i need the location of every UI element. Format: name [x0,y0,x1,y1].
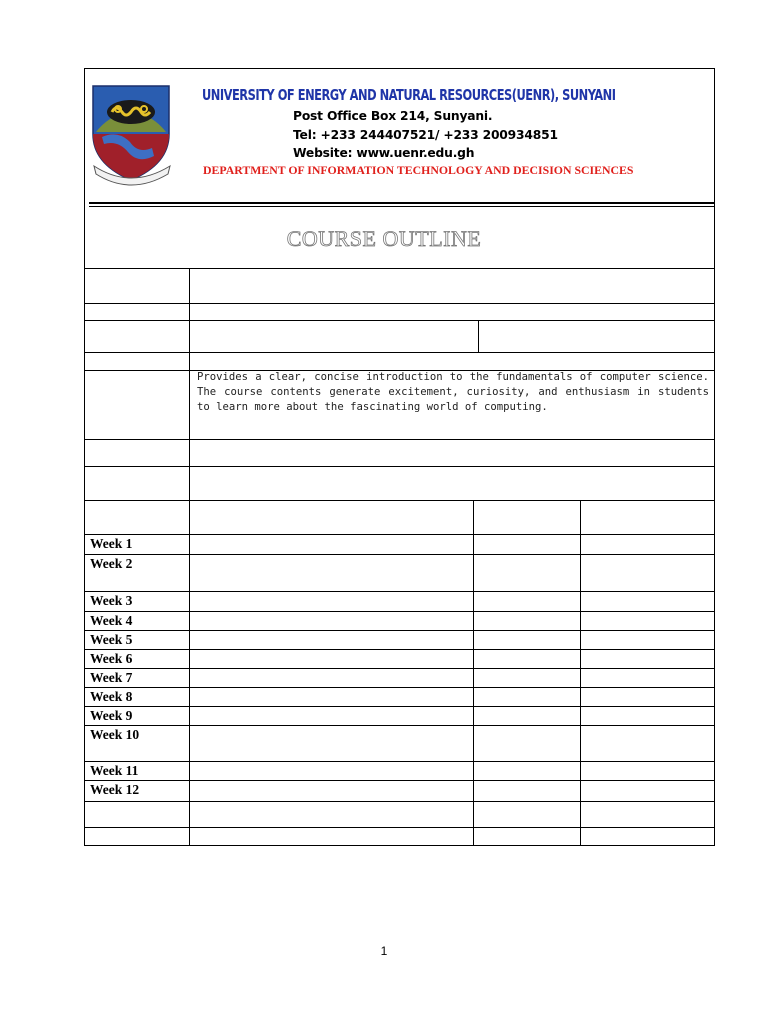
department-name: DEPARTMENT OF INFORMATION TECHNOLOGY AND DECISION SCIENCES [203,163,634,177]
week-label: Week 9 [90,708,133,723]
week-label: Week 3 [90,593,133,608]
row-border [84,303,715,304]
row-border [84,534,715,535]
university-name: UNIVERSITY OF ENERGY AND NATURAL RESOURCES(UENR), SUNYANI [202,86,616,104]
week-label: Week 4 [90,613,133,628]
column-border [478,320,479,352]
column-border [473,500,474,846]
page-title: COURSE OUTLINE [286,226,482,251]
row-border [84,725,715,726]
page-number: 1 [380,944,388,958]
week-label: Week 10 [90,727,140,742]
row-border [84,687,715,688]
row-border [84,801,715,802]
row-border [84,268,715,269]
row-border [84,668,715,669]
week-label: Week 6 [90,651,133,666]
course-description: Provides a clear, concise introduction to the fundamentals of computer science. The course contents generate excitement, curiosity, and enthusiasm in students to learn more about the fascinating world of computing. [197,371,709,413]
row-border [84,761,715,762]
header-divider [89,202,715,204]
row-border [84,554,715,555]
row-border [84,352,715,353]
row-border [84,320,715,321]
row-border [84,827,715,828]
row-border [84,706,715,707]
week-label: Week 7 [90,670,133,685]
row-border [84,591,715,592]
website: Website: www.uenr.edu.gh [293,146,475,160]
week-label: Week 5 [90,632,133,647]
week-label: Week 12 [90,782,140,797]
row-border [84,630,715,631]
week-label: Week 1 [90,536,133,551]
row-border [84,466,715,467]
column-border [580,500,581,846]
row-border [84,439,715,440]
postal-address: Post Office Box 214, Sunyani. [293,109,493,123]
week-label: Week 8 [90,689,133,704]
header-divider-thin [89,206,715,207]
week-label: Week 11 [90,763,139,778]
column-border [189,268,190,846]
row-border [84,780,715,781]
week-label: Week 2 [90,556,133,571]
row-border [84,611,715,612]
row-border [84,500,715,501]
course-outline-form [84,68,715,846]
row-border [84,649,715,650]
phone-numbers: Tel: +233 244407521/ +233 200934851 [293,128,558,142]
